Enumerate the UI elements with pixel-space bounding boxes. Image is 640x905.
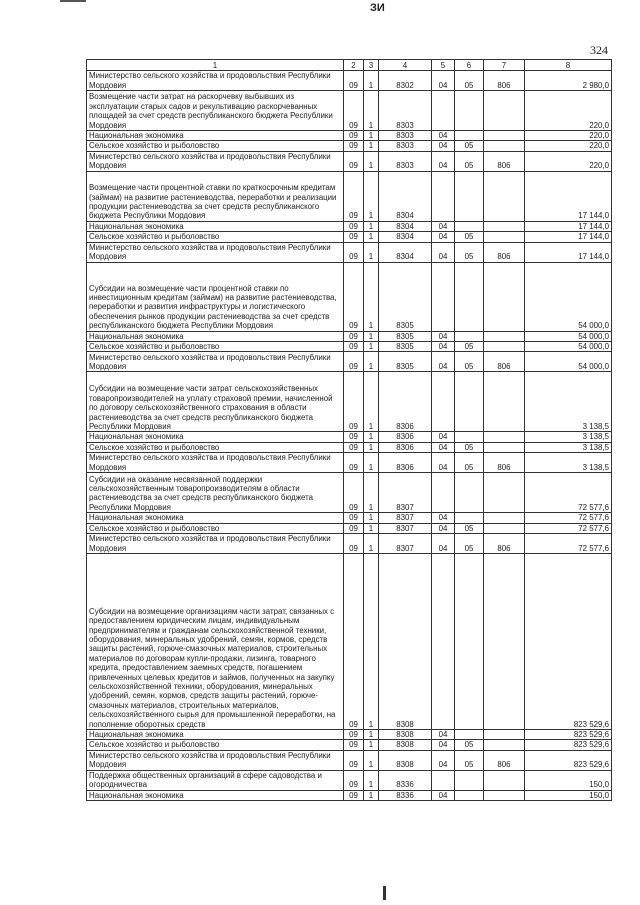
code-subsection: 05 [455, 523, 484, 533]
code-subsection: 05 [455, 453, 484, 473]
code-program: 1 [364, 740, 379, 750]
code-expense-type: 806 [484, 453, 525, 473]
code-subsection [455, 554, 484, 730]
amount: 72 577,6 [525, 473, 612, 513]
table-row [87, 473, 612, 513]
code-section: 04 [432, 342, 455, 352]
code-expense-type: 806 [484, 71, 525, 91]
amount: 150,0 [525, 790, 612, 800]
code-target: 8306 [379, 453, 432, 473]
code-expense-type [484, 513, 525, 523]
code-subsection [455, 131, 484, 141]
code-expense-type: 806 [484, 750, 525, 770]
code-program: 1 [364, 770, 379, 790]
code-expense-type [484, 554, 525, 730]
header-row [87, 60, 612, 71]
code-ministry: 09 [344, 242, 364, 262]
code-section: 04 [432, 352, 455, 372]
table-row [87, 730, 612, 740]
item-name: Возмещение части затрат на раскорчевку выбывших из эксплуатации старых садов и рекультивацию раскорчеванных площадей за счет средств республиканского бюджета Республики Мордовия [87, 91, 344, 131]
code-section [432, 372, 455, 432]
code-target: 8306 [379, 432, 432, 442]
code-program: 1 [364, 232, 379, 242]
code-ministry: 09 [344, 131, 364, 141]
code-section: 04 [432, 790, 455, 800]
code-subsection: 05 [455, 750, 484, 770]
item-name: Национальная экономика [87, 131, 344, 141]
code-subsection: 05 [455, 242, 484, 262]
code-program: 1 [364, 262, 379, 331]
amount: 3 138,5 [525, 453, 612, 473]
code-program: 1 [364, 554, 379, 730]
code-program: 1 [364, 131, 379, 141]
code-ministry: 09 [344, 740, 364, 750]
item-name: Сельское хозяйство и рыболовство [87, 232, 344, 242]
item-name: Сельское хозяйство и рыболовство [87, 523, 344, 533]
item-name: Сельское хозяйство и рыболовство [87, 342, 344, 352]
code-target: 8307 [379, 513, 432, 523]
code-subsection [455, 91, 484, 131]
header-col-2: 2 [344, 60, 364, 71]
scan-mark-top: ЗИ [370, 2, 385, 14]
code-subsection [455, 770, 484, 790]
scan-mark-bottom [383, 886, 386, 900]
amount: 220,0 [525, 141, 612, 151]
code-subsection: 05 [455, 740, 484, 750]
code-program: 1 [364, 790, 379, 800]
budget-table [86, 59, 612, 801]
table-row [87, 790, 612, 800]
code-expense-type [484, 790, 525, 800]
table-row [87, 141, 612, 151]
code-section: 04 [432, 131, 455, 141]
table-row [87, 131, 612, 141]
code-program: 1 [364, 171, 379, 221]
code-expense-type [484, 740, 525, 750]
code-subsection: 05 [455, 71, 484, 91]
item-name: Субсидии на оказание несвязанной поддержки сельскохозяйственным товаропроизводителям в области растениеводства за счет средств республиканского бюджета Республики Мордовия [87, 473, 344, 513]
code-expense-type: 806 [484, 242, 525, 262]
code-section: 04 [432, 232, 455, 242]
table-row [87, 352, 612, 372]
amount: 17 144,0 [525, 232, 612, 242]
code-ministry: 09 [344, 221, 364, 231]
item-name: Министерство сельского хозяйства и продовольствия Республики Мордовия [87, 453, 344, 473]
code-program: 1 [364, 331, 379, 341]
code-ministry: 09 [344, 141, 364, 151]
code-program: 1 [364, 372, 379, 432]
amount: 17 144,0 [525, 242, 612, 262]
item-name: Субсидии на возмещение части затрат сельскохозяйственных товаропроизводителей на уплату страховой премии, начисленной по договору сельскохозяйственного страхования в области растениеводства за счет средств республиканского бюджета Республики Мордовия [87, 372, 344, 432]
header-col-8: 8 [525, 60, 612, 71]
code-subsection: 05 [455, 151, 484, 171]
item-name: Национальная экономика [87, 730, 344, 740]
table-row [87, 71, 612, 91]
table-row [87, 221, 612, 231]
item-name: Сельское хозяйство и рыболовство [87, 141, 344, 151]
code-section [432, 91, 455, 131]
item-name: Субсидии на возмещение организациям части затрат, связанных с предоставлением юридическим лицам, индивидуальным предпринимателям и гражданам сельскохозяйственной техники, оборудования, минеральных удобрений, семян, кормов, средств защиты растений, горюче-смазочных материалов, строительных материалов по договорам купли-продажи, лизинга, товарного кредита, предоставлением заемных средств, погашением привлеченных целевых кредитов и займов, полученных на закупку сельскохозяйственной техники, оборудования, минеральных удобрений, семян, кормов, средств защиты растений, горюче-смазочных материалов, строительных материалов, сельскохозяйственного сырья для промышленной переработки, на пополнение оборотных средств [87, 554, 344, 730]
code-ministry: 09 [344, 262, 364, 331]
code-expense-type [484, 141, 525, 151]
code-ministry: 09 [344, 770, 364, 790]
code-expense-type [484, 232, 525, 242]
code-target: 8308 [379, 750, 432, 770]
code-section: 04 [432, 730, 455, 740]
table-row [87, 171, 612, 221]
code-program: 1 [364, 750, 379, 770]
item-name: Министерство сельского хозяйства и продовольствия Республики Мордовия [87, 242, 344, 262]
header-col-1: 1 [87, 60, 344, 71]
code-section: 04 [432, 523, 455, 533]
table-row [87, 262, 612, 331]
code-ministry: 09 [344, 331, 364, 341]
code-section [432, 262, 455, 331]
code-expense-type [484, 523, 525, 533]
code-ministry: 09 [344, 91, 364, 131]
table-row [87, 554, 612, 730]
amount: 2 980,0 [525, 71, 612, 91]
code-ministry: 09 [344, 730, 364, 740]
amount: 72 577,6 [525, 534, 612, 554]
code-subsection [455, 331, 484, 341]
amount: 3 138,5 [525, 372, 612, 432]
code-program: 1 [364, 432, 379, 442]
code-ministry: 09 [344, 790, 364, 800]
header-col-4: 4 [379, 60, 432, 71]
item-name: Сельское хозяйство и рыболовство [87, 442, 344, 452]
amount: 220,0 [525, 131, 612, 141]
code-section: 04 [432, 71, 455, 91]
amount: 72 577,6 [525, 513, 612, 523]
code-ministry: 09 [344, 71, 364, 91]
table-row [87, 453, 612, 473]
code-expense-type [484, 442, 525, 452]
code-expense-type [484, 342, 525, 352]
amount: 823 529,6 [525, 730, 612, 740]
amount: 220,0 [525, 151, 612, 171]
code-section [432, 554, 455, 730]
item-name: Министерство сельского хозяйства и продовольствия Республики Мордовия [87, 534, 344, 554]
code-target: 8308 [379, 554, 432, 730]
code-section [432, 770, 455, 790]
code-expense-type [484, 262, 525, 331]
code-program: 1 [364, 473, 379, 513]
code-target: 8305 [379, 352, 432, 372]
item-name: Возмещение части процентной ставки по краткосрочным кредитам (займам) на развитие растениеводства, переработки и реализации продукции растениеводства за счет средств республиканского бюджета Республики Мордовия [87, 171, 344, 221]
code-target: 8307 [379, 534, 432, 554]
code-expense-type: 806 [484, 534, 525, 554]
table-row [87, 372, 612, 432]
code-ministry: 09 [344, 372, 364, 432]
code-target: 8308 [379, 730, 432, 740]
table-row [87, 740, 612, 750]
code-subsection [455, 513, 484, 523]
code-section: 04 [432, 432, 455, 442]
code-target: 8303 [379, 91, 432, 131]
code-ministry: 09 [344, 442, 364, 452]
code-target: 8304 [379, 232, 432, 242]
code-subsection: 05 [455, 141, 484, 151]
code-program: 1 [364, 513, 379, 523]
code-expense-type [484, 221, 525, 231]
item-name: Национальная экономика [87, 790, 344, 800]
code-target: 8303 [379, 151, 432, 171]
table-row [87, 432, 612, 442]
code-section: 04 [432, 453, 455, 473]
table-row [87, 750, 612, 770]
code-section: 04 [432, 513, 455, 523]
code-program: 1 [364, 342, 379, 352]
code-section: 04 [432, 534, 455, 554]
code-subsection [455, 473, 484, 513]
code-section: 04 [432, 151, 455, 171]
page-number: 324 [590, 43, 608, 57]
item-name: Национальная экономика [87, 513, 344, 523]
code-ministry: 09 [344, 523, 364, 533]
code-expense-type [484, 131, 525, 141]
code-ministry: 09 [344, 432, 364, 442]
table-row [87, 331, 612, 341]
table-row [87, 242, 612, 262]
table-row [87, 232, 612, 242]
code-ministry: 09 [344, 342, 364, 352]
header-col-7: 7 [484, 60, 525, 71]
code-target: 8304 [379, 171, 432, 221]
amount: 54 000,0 [525, 262, 612, 331]
code-program: 1 [364, 141, 379, 151]
code-target: 8305 [379, 342, 432, 352]
code-target: 8305 [379, 331, 432, 341]
code-target: 8303 [379, 141, 432, 151]
code-expense-type [484, 331, 525, 341]
code-expense-type: 806 [484, 151, 525, 171]
code-section: 04 [432, 331, 455, 341]
code-subsection: 05 [455, 442, 484, 452]
code-program: 1 [364, 221, 379, 231]
code-ministry: 09 [344, 352, 364, 372]
code-ministry: 09 [344, 453, 364, 473]
item-name: Министерство сельского хозяйства и продовольствия Республики Мордовия [87, 352, 344, 372]
table-row [87, 151, 612, 171]
code-subsection: 05 [455, 534, 484, 554]
code-program: 1 [364, 453, 379, 473]
code-ministry: 09 [344, 554, 364, 730]
amount: 3 138,5 [525, 442, 612, 452]
code-expense-type: 806 [484, 352, 525, 372]
code-target: 8306 [379, 442, 432, 452]
code-expense-type [484, 372, 525, 432]
code-target: 8306 [379, 372, 432, 432]
code-section: 04 [432, 141, 455, 151]
code-ministry: 09 [344, 513, 364, 523]
header-col-6: 6 [455, 60, 484, 71]
code-ministry: 09 [344, 171, 364, 221]
item-name: Министерство сельского хозяйства и продовольствия Республики Мордовия [87, 151, 344, 171]
item-name: Национальная экономика [87, 331, 344, 341]
code-section: 04 [432, 740, 455, 750]
code-subsection [455, 262, 484, 331]
amount: 150,0 [525, 770, 612, 790]
code-program: 1 [364, 523, 379, 533]
code-ministry: 09 [344, 473, 364, 513]
code-section: 04 [432, 242, 455, 262]
code-target: 8307 [379, 523, 432, 533]
code-target: 8305 [379, 262, 432, 331]
code-section [432, 473, 455, 513]
item-name: Национальная экономика [87, 221, 344, 231]
item-name: Министерство сельского хозяйства и продовольствия Республики Мордовия [87, 71, 344, 91]
code-expense-type [484, 171, 525, 221]
code-target: 8308 [379, 740, 432, 750]
amount: 72 577,6 [525, 523, 612, 533]
code-subsection [455, 372, 484, 432]
code-section [432, 171, 455, 221]
table-body [87, 71, 612, 801]
code-target: 8336 [379, 790, 432, 800]
amount: 3 138,5 [525, 432, 612, 442]
code-program: 1 [364, 352, 379, 372]
item-name: Сельское хозяйство и рыболовство [87, 740, 344, 750]
amount: 823 529,6 [525, 740, 612, 750]
item-name: Министерство сельского хозяйства и продовольствия Республики Мордовия [87, 750, 344, 770]
code-subsection [455, 730, 484, 740]
code-ministry: 09 [344, 151, 364, 171]
code-program: 1 [364, 71, 379, 91]
amount: 17 144,0 [525, 171, 612, 221]
code-program: 1 [364, 442, 379, 452]
amount: 54 000,0 [525, 352, 612, 372]
code-ministry: 09 [344, 232, 364, 242]
amount: 17 144,0 [525, 221, 612, 231]
code-target: 8302 [379, 71, 432, 91]
table-row [87, 342, 612, 352]
code-section: 04 [432, 221, 455, 231]
code-target: 8304 [379, 242, 432, 262]
item-name: Субсидии на возмещение части процентной ставки по инвестиционным кредитам (займам) на развитие растениеводства, переработки и развития инфраструктуры и логистического обеспечения рынков продукции растениеводства за счет средств республиканского бюджета Республики Мордовия [87, 262, 344, 331]
code-program: 1 [364, 534, 379, 554]
amount: 54 000,0 [525, 331, 612, 341]
code-section: 04 [432, 750, 455, 770]
header-col-3: 3 [364, 60, 379, 71]
item-name: Поддержка общественных организаций в сфере садоводства и огородничества [87, 770, 344, 790]
code-expense-type [484, 432, 525, 442]
amount: 220,0 [525, 91, 612, 131]
code-program: 1 [364, 151, 379, 171]
code-program: 1 [364, 242, 379, 262]
code-expense-type [484, 770, 525, 790]
amount: 54 000,0 [525, 342, 612, 352]
amount: 823 529,6 [525, 750, 612, 770]
amount: 823 529,6 [525, 554, 612, 730]
code-expense-type [484, 473, 525, 513]
code-subsection [455, 221, 484, 231]
code-program: 1 [364, 91, 379, 131]
code-section: 04 [432, 442, 455, 452]
table-row [87, 442, 612, 452]
table-row [87, 770, 612, 790]
header-col-5: 5 [432, 60, 455, 71]
code-target: 8336 [379, 770, 432, 790]
code-ministry: 09 [344, 750, 364, 770]
code-target: 8303 [379, 131, 432, 141]
code-expense-type [484, 91, 525, 131]
code-subsection: 05 [455, 352, 484, 372]
code-subsection: 05 [455, 232, 484, 242]
code-subsection [455, 171, 484, 221]
code-subsection: 05 [455, 342, 484, 352]
code-target: 8304 [379, 221, 432, 231]
code-subsection [455, 790, 484, 800]
table-row [87, 523, 612, 533]
code-subsection [455, 432, 484, 442]
table-row [87, 91, 612, 131]
code-expense-type [484, 730, 525, 740]
table-row [87, 534, 612, 554]
item-name: Национальная экономика [87, 432, 344, 442]
scan-artifact [60, 0, 86, 2]
code-program: 1 [364, 730, 379, 740]
code-target: 8307 [379, 473, 432, 513]
table-row [87, 513, 612, 523]
code-ministry: 09 [344, 534, 364, 554]
